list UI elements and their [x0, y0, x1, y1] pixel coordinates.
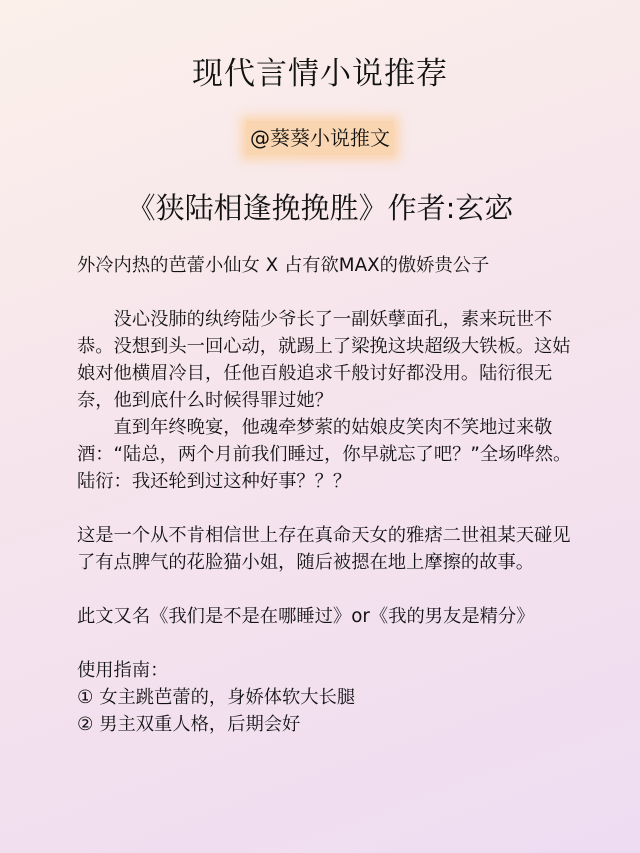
book-content [77, 252, 577, 738]
story-description: 这是一个从不肯相信世上存在真命天女的雅痞二世祖某天碰见了有点脾气的花脸猫小姐，随后被摁在地上摩擦的故事。 [77, 525, 571, 573]
synopsis-paragraph-2: 直到年终晚宴，他魂牵梦萦的姑娘皮笑肉不笑地过来敬酒：“陆总，两个月前我们睡过，你早就忘了吧？”全场哗然。陆衍：我还轮到过这种好事？？？ [77, 417, 572, 492]
tagline: 外冷内热的芭蕾小仙女 X 占有欲MAX的傲娇贵公子 [77, 255, 490, 276]
alternate-title: 此文又名《我们是不是在哪睡过》or《我的男友是精分》 [77, 606, 535, 627]
book-title: 《狭陆相逢挽挽胜》作者:玄宓 [126, 191, 514, 225]
guide-heading: 使用指南： [77, 660, 169, 681]
author-tag-text: @葵葵小说推文 [246, 121, 394, 155]
guide-item: ② 男主双重人格，后期会好 [77, 714, 301, 735]
page-title: 现代言情小说推荐 [192, 56, 448, 92]
guide-item: ① 女主跳芭蕾的，身娇体软大长腿 [77, 687, 356, 708]
author-tag [0, 121, 640, 155]
synopsis-paragraph-1: 没心没肺的纨绔陆少爷长了一副妖孽面孔，素来玩世不恭。没想到头一回心动，就踢上了梁挽这块超级大铁板。这姑娘对他横眉冷目，任他百般追求千般讨好都没用。陆衍很无奈，他到底什么时候得罪过她？ [77, 309, 571, 411]
